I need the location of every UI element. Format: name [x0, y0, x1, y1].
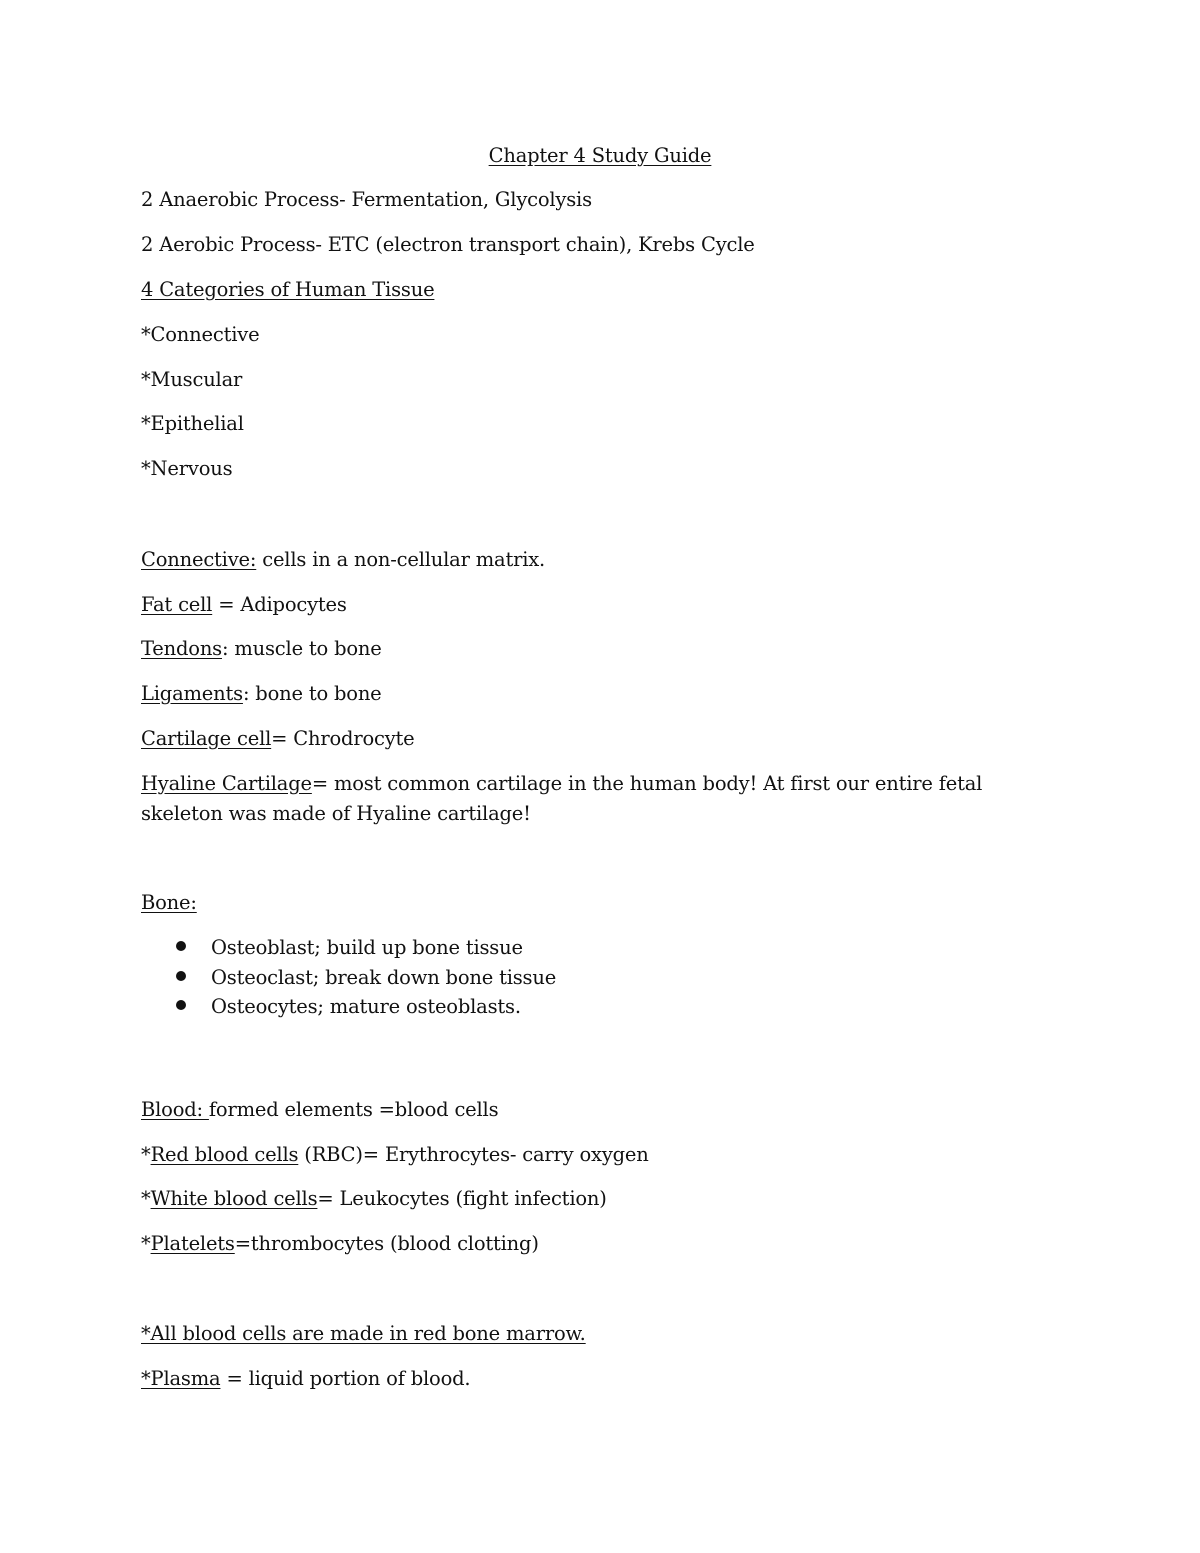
term-text: : bone to bone	[242, 682, 382, 705]
term-text: (RBC)= Erythrocytes- carry oxygen	[298, 1143, 649, 1166]
term-prefix: *	[141, 1232, 151, 1255]
term-label: Fat cell	[141, 593, 213, 616]
aerobic-line: 2 Aerobic Process- ETC (electron transport chain), Krebs Cycle	[141, 233, 755, 256]
term-label: Platelets	[150, 1232, 235, 1255]
wbc-definition	[141, 1186, 607, 1212]
bullet-dot	[176, 971, 186, 981]
ligaments-definition	[141, 681, 382, 707]
term-label: Tendons	[141, 637, 222, 660]
term-text: =thrombocytes (blood clotting)	[234, 1232, 539, 1255]
term-label: Cartilage cell	[141, 727, 272, 750]
term-text: = Leukocytes (fight infection)	[317, 1187, 607, 1210]
cartilage-cell-definition	[141, 726, 415, 752]
bone-list-item: Osteoblast; build up bone tissue	[211, 936, 523, 959]
term-label: Hyaline Cartilage	[141, 772, 312, 795]
hyaline-definition	[141, 769, 1031, 829]
term-text: = Adipocytes	[212, 593, 347, 616]
tissue-item: *Nervous	[141, 457, 233, 480]
term-prefix: *	[141, 1187, 151, 1210]
term-label: Red blood cells	[150, 1143, 299, 1166]
platelets-definition	[141, 1231, 539, 1257]
tissue-heading: 4 Categories of Human Tissue	[141, 278, 435, 301]
term-label: Ligaments	[141, 682, 243, 705]
term-label: *Plasma	[141, 1367, 221, 1390]
term-text: = Chrodrocyte	[271, 727, 415, 750]
bone-list-item: Osteoclast; break down bone tissue	[211, 966, 557, 989]
page-title: Chapter 4 Study Guide	[488, 144, 712, 167]
marrow-note: *All blood cells are made in red bone marrow.	[141, 1322, 586, 1345]
term-label: Connective:	[141, 548, 257, 571]
plasma-definition	[141, 1366, 470, 1392]
tissue-item: *Epithelial	[141, 412, 244, 435]
term-text: cells in a non-cellular matrix.	[256, 548, 546, 571]
anaerobic-line: 2 Anaerobic Process- Fermentation, Glycolysis	[141, 188, 592, 211]
tissue-item: *Connective	[141, 323, 260, 346]
rbc-definition	[141, 1142, 649, 1168]
term-text: : muscle to bone	[221, 637, 382, 660]
bullet-dot	[176, 1000, 186, 1010]
term-label: White blood cells	[150, 1187, 318, 1210]
blood-definition	[141, 1097, 498, 1123]
bone-heading: Bone:	[141, 891, 197, 914]
bullet-dot	[176, 941, 186, 951]
bone-list-item: Osteocytes; mature osteoblasts.	[211, 995, 521, 1018]
tendons-definition	[141, 636, 382, 662]
term-label: Blood:	[141, 1098, 209, 1121]
term-text: = most common cartilage in the human body! At first our entire fetal skeleton was made of Hyaline cartilage!	[141, 772, 983, 825]
fat-cell-definition	[141, 592, 347, 618]
term-prefix: *	[141, 1143, 151, 1166]
term-text: formed elements =blood cells	[208, 1098, 499, 1121]
term-text: = liquid portion of blood.	[220, 1367, 471, 1390]
tissue-item: *Muscular	[141, 368, 243, 391]
connective-definition	[141, 547, 545, 573]
